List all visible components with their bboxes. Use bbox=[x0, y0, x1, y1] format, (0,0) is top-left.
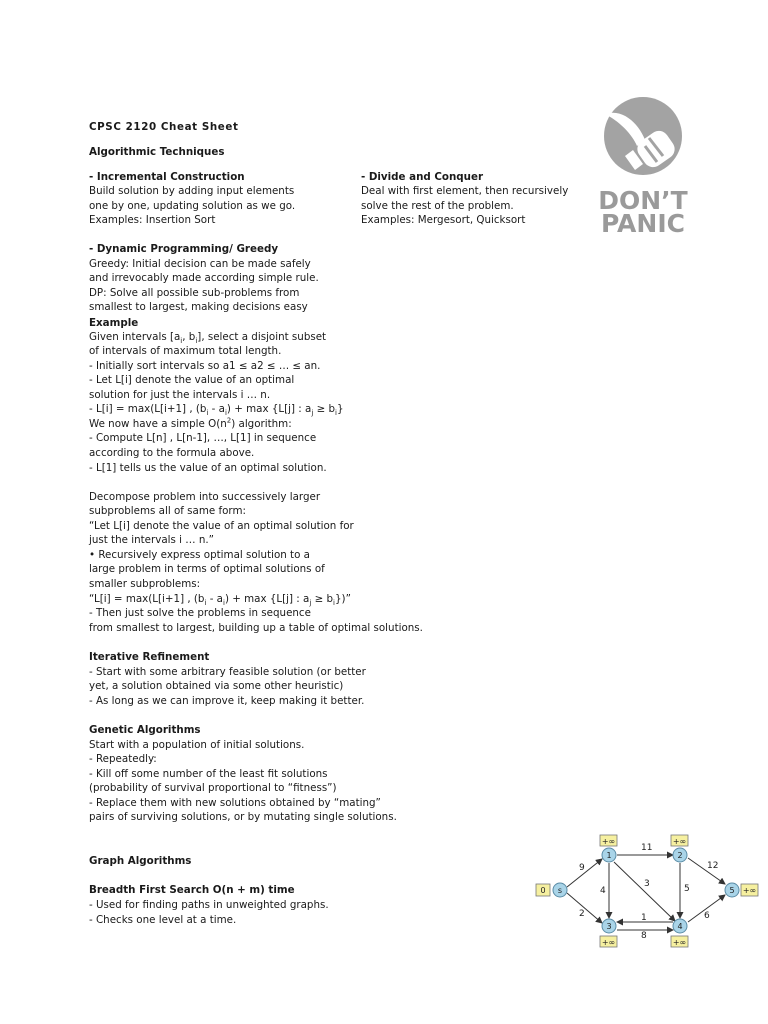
divide-and-conquer-heading: - Divide and Conquer bbox=[361, 171, 484, 183]
genetic-line: - Repeatedly: bbox=[89, 753, 157, 765]
logo-text-line2: PANIC bbox=[601, 209, 685, 234]
example-line: - Compute L[n] , L[n-1], …, L[1] in sequence bbox=[89, 432, 317, 444]
example-line: of intervals of maximum total length. bbox=[89, 345, 282, 357]
decompose-line: just the intervals i … n.” bbox=[89, 534, 214, 546]
dp-line: Greedy: Initial decision can be made safely bbox=[89, 258, 311, 270]
decompose-recurrence: “L[i] = max(L[i+1] , $(b_i - a_i) + \max \{L[j]$ : $a_j \ge b_i$})” bbox=[89, 593, 351, 608]
graph-algorithms-heading: Graph Algorithms bbox=[89, 855, 192, 867]
example-recurrence: - L[i] = max(L[i+1] , $(b_i - a_i) + \max \{L[j]$ : $a_j \ge b_i$} bbox=[89, 403, 344, 418]
decompose-line: from smallest to largest, building up a table of optimal solutions. bbox=[89, 622, 423, 634]
distance-label-2: +∞ bbox=[672, 837, 687, 846]
iterative-line: - Start with some arbitrary feasible solution (or better bbox=[89, 666, 366, 678]
weight-1-4: 3 bbox=[644, 879, 650, 889]
weight-s-3: 2 bbox=[579, 909, 585, 919]
distance-label-4: +∞ bbox=[672, 938, 687, 947]
weight-2-4: 5 bbox=[684, 884, 690, 894]
example-line: - Initially sort intervals so a1 ≤ a2 ≤ … ≤ an. bbox=[89, 360, 321, 372]
incremental-line: Build solution by adding input elements bbox=[89, 185, 295, 197]
logo-text-line1: DON’T bbox=[598, 186, 688, 215]
node-1-label: 1 bbox=[606, 851, 612, 860]
node-5-label: 5 bbox=[729, 886, 735, 895]
weight-3-4: 8 bbox=[641, 931, 647, 941]
example-line: Given intervals [$a_i$, $b_i$], select a disjoint subset bbox=[89, 331, 327, 346]
genetic-line: Start with a population of initial solutions. bbox=[89, 739, 305, 751]
dp-line: DP: Solve all possible sub-problems from bbox=[89, 287, 300, 299]
edge-weights bbox=[579, 843, 718, 941]
node-s-label: s bbox=[557, 886, 563, 895]
decompose-line: large problem in terms of optimal solutions of bbox=[89, 563, 325, 575]
dp-line: smallest to largest, making decisions easy bbox=[89, 301, 308, 313]
iterative-line: yet, a solution obtained via some other heuristic) bbox=[89, 680, 344, 692]
example-line: according to the formula above. bbox=[89, 447, 255, 459]
example-line: - L[1] tells us the value of an optimal solution. bbox=[89, 462, 327, 474]
node-2-label: 2 bbox=[677, 851, 683, 860]
weight-s-1: 9 bbox=[579, 863, 585, 873]
decompose-line: “Let L[i] denote the value of an optimal solution for bbox=[89, 520, 354, 532]
node-4-label: 4 bbox=[677, 922, 683, 931]
genetic-line: pairs of surviving solutions, or by mutating single solutions. bbox=[89, 811, 397, 823]
example-line: solution for just the intervals i … n. bbox=[89, 389, 271, 401]
dynamic-programming-heading: - Dynamic Programming/ Greedy bbox=[89, 243, 279, 255]
decompose-line: • Recursively express optimal solution to a bbox=[89, 549, 310, 561]
distance-label-3: +∞ bbox=[601, 938, 616, 947]
weight-1-2: 11 bbox=[641, 843, 653, 853]
iterative-refinement-heading: Iterative Refinement bbox=[89, 651, 210, 663]
bfs-line: - Used for finding paths in unweighted graphs. bbox=[89, 899, 329, 911]
example-line: - Let L[i] denote the value of an optimal bbox=[89, 374, 295, 386]
incremental-line: Examples: Insertion Sort bbox=[89, 214, 216, 226]
decompose-line: - Then just solve the problems in sequence bbox=[89, 607, 311, 619]
incremental-construction-heading: - Incremental Construction bbox=[89, 171, 245, 183]
divide-line: Deal with first element, then recursively bbox=[361, 185, 569, 197]
distance-label-1: +∞ bbox=[601, 837, 616, 846]
bfs-heading: Breadth First Search O(n + m) time bbox=[89, 884, 295, 896]
genetic-line: - Replace them with new solutions obtained by “mating” bbox=[89, 797, 381, 809]
dont-panic-logo bbox=[583, 94, 703, 234]
genetic-line: - Kill off some number of the least fit solutions bbox=[89, 768, 328, 780]
node-3-label: 3 bbox=[606, 922, 612, 931]
decompose-line: Decompose problem into successively larger bbox=[89, 491, 321, 503]
divide-line: Examples: Mergesort, Quicksort bbox=[361, 214, 526, 226]
iterative-line: - As long as we can improve it, keep making it better. bbox=[89, 695, 365, 707]
weight-2-5: 12 bbox=[707, 861, 719, 871]
weight-4-5: 6 bbox=[704, 911, 710, 921]
distance-label-5: +∞ bbox=[742, 886, 757, 895]
weight-4-3: 1 bbox=[641, 913, 647, 923]
weight-1-3: 4 bbox=[600, 886, 606, 896]
dp-line: and irrevocably made according simple rule. bbox=[89, 272, 319, 284]
weighted-graph-diagram bbox=[527, 830, 762, 950]
genetic-line: (probability of survival proportional to “fitness”) bbox=[89, 782, 337, 794]
decompose-line: smaller subproblems: bbox=[89, 578, 201, 590]
example-line: We now have a simple $O(n^2)$ algorithm: bbox=[89, 416, 292, 430]
incremental-line: one by one, updating solution as we go. bbox=[89, 200, 296, 212]
genetic-algorithms-heading: Genetic Algorithms bbox=[89, 724, 201, 736]
page-title: CPSC 2120 Cheat Sheet bbox=[89, 121, 239, 133]
bfs-line: - Checks one level at a time. bbox=[89, 914, 237, 926]
decompose-line: subproblems all of same form: bbox=[89, 505, 246, 517]
distance-label-s: 0 bbox=[540, 886, 546, 895]
section-heading-algorithmic-techniques: Algorithmic Techniques bbox=[89, 146, 225, 158]
example-heading: Example bbox=[89, 317, 139, 329]
divide-line: solve the rest of the problem. bbox=[361, 200, 514, 212]
